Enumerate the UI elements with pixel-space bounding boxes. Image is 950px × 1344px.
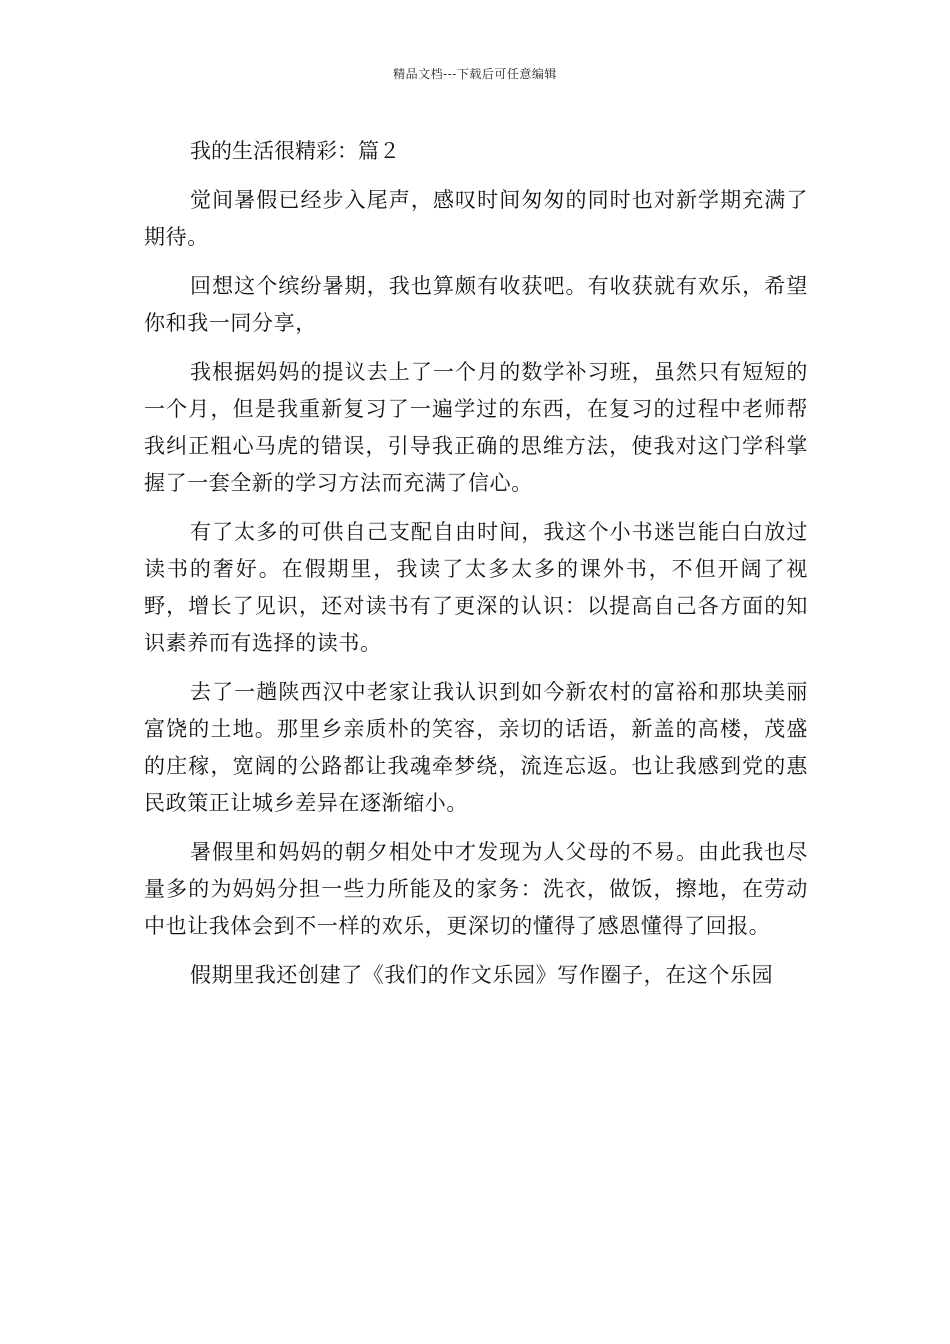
paragraph-5: 去了一趟陕西汉中老家让我认识到如今新农村的富裕和那块美丽富饶的土地。那里乡亲质朴的笑容，亲切的话语，新盖的高楼，茂盛的庄稼，宽阔的公路都让我魂牵梦绕，流连忘返。也让我感到党的惠民政策正让城乡差异在逐渐缩小。 [144,680,808,815]
page-header: 精品文档---下载后可任意编辑 [393,67,557,81]
paragraph-2: 回想这个缤纷暑期，我也算颇有收获吧。有收获就有欢乐，希望你和我一同分享， [144,274,808,335]
paragraph-1: 觉间暑假已经步入尾声，感叹时间匆匆的同时也对新学期充满了期待。 [144,188,808,249]
document-body [144,133,808,1006]
paragraph-4: 有了太多的可供自己支配自由时间，我这个小书迷岂能白白放过读书的奢好。在假期里，我读了太多太多的课外书，不但开阔了视野，增长了见识，还对读书有了更深的认识：以提高自己各方面的知识素养而有选择的读书。 [144,520,808,655]
paragraph-7: 假期里我还创建了《我们的作文乐园》写作圈子，在这个乐园 [190,963,774,987]
document-title: 我的生活很精彩：篇２ [190,139,400,163]
paragraph-6: 暑假里和妈妈的朝夕相处中才发现为人父母的不易。由此我也尽量多的为妈妈分担一些力所能及的家务：洗衣，做饭，擦地，在劳动中也让我体会到不一样的欢乐，更深切的懂得了感恩懂得了回报。 [144,840,808,938]
paragraph-3: 我根据妈妈的提议去上了一个月的数学补习班，虽然只有短短的一个月，但是我重新复习了一遍学过的东西，在复习的过程中老师帮我纠正粗心马虎的错误，引导我正确的思维方法，使我对这门学科掌握了一套全新的学习方法而充满了信心。 [144,360,808,495]
